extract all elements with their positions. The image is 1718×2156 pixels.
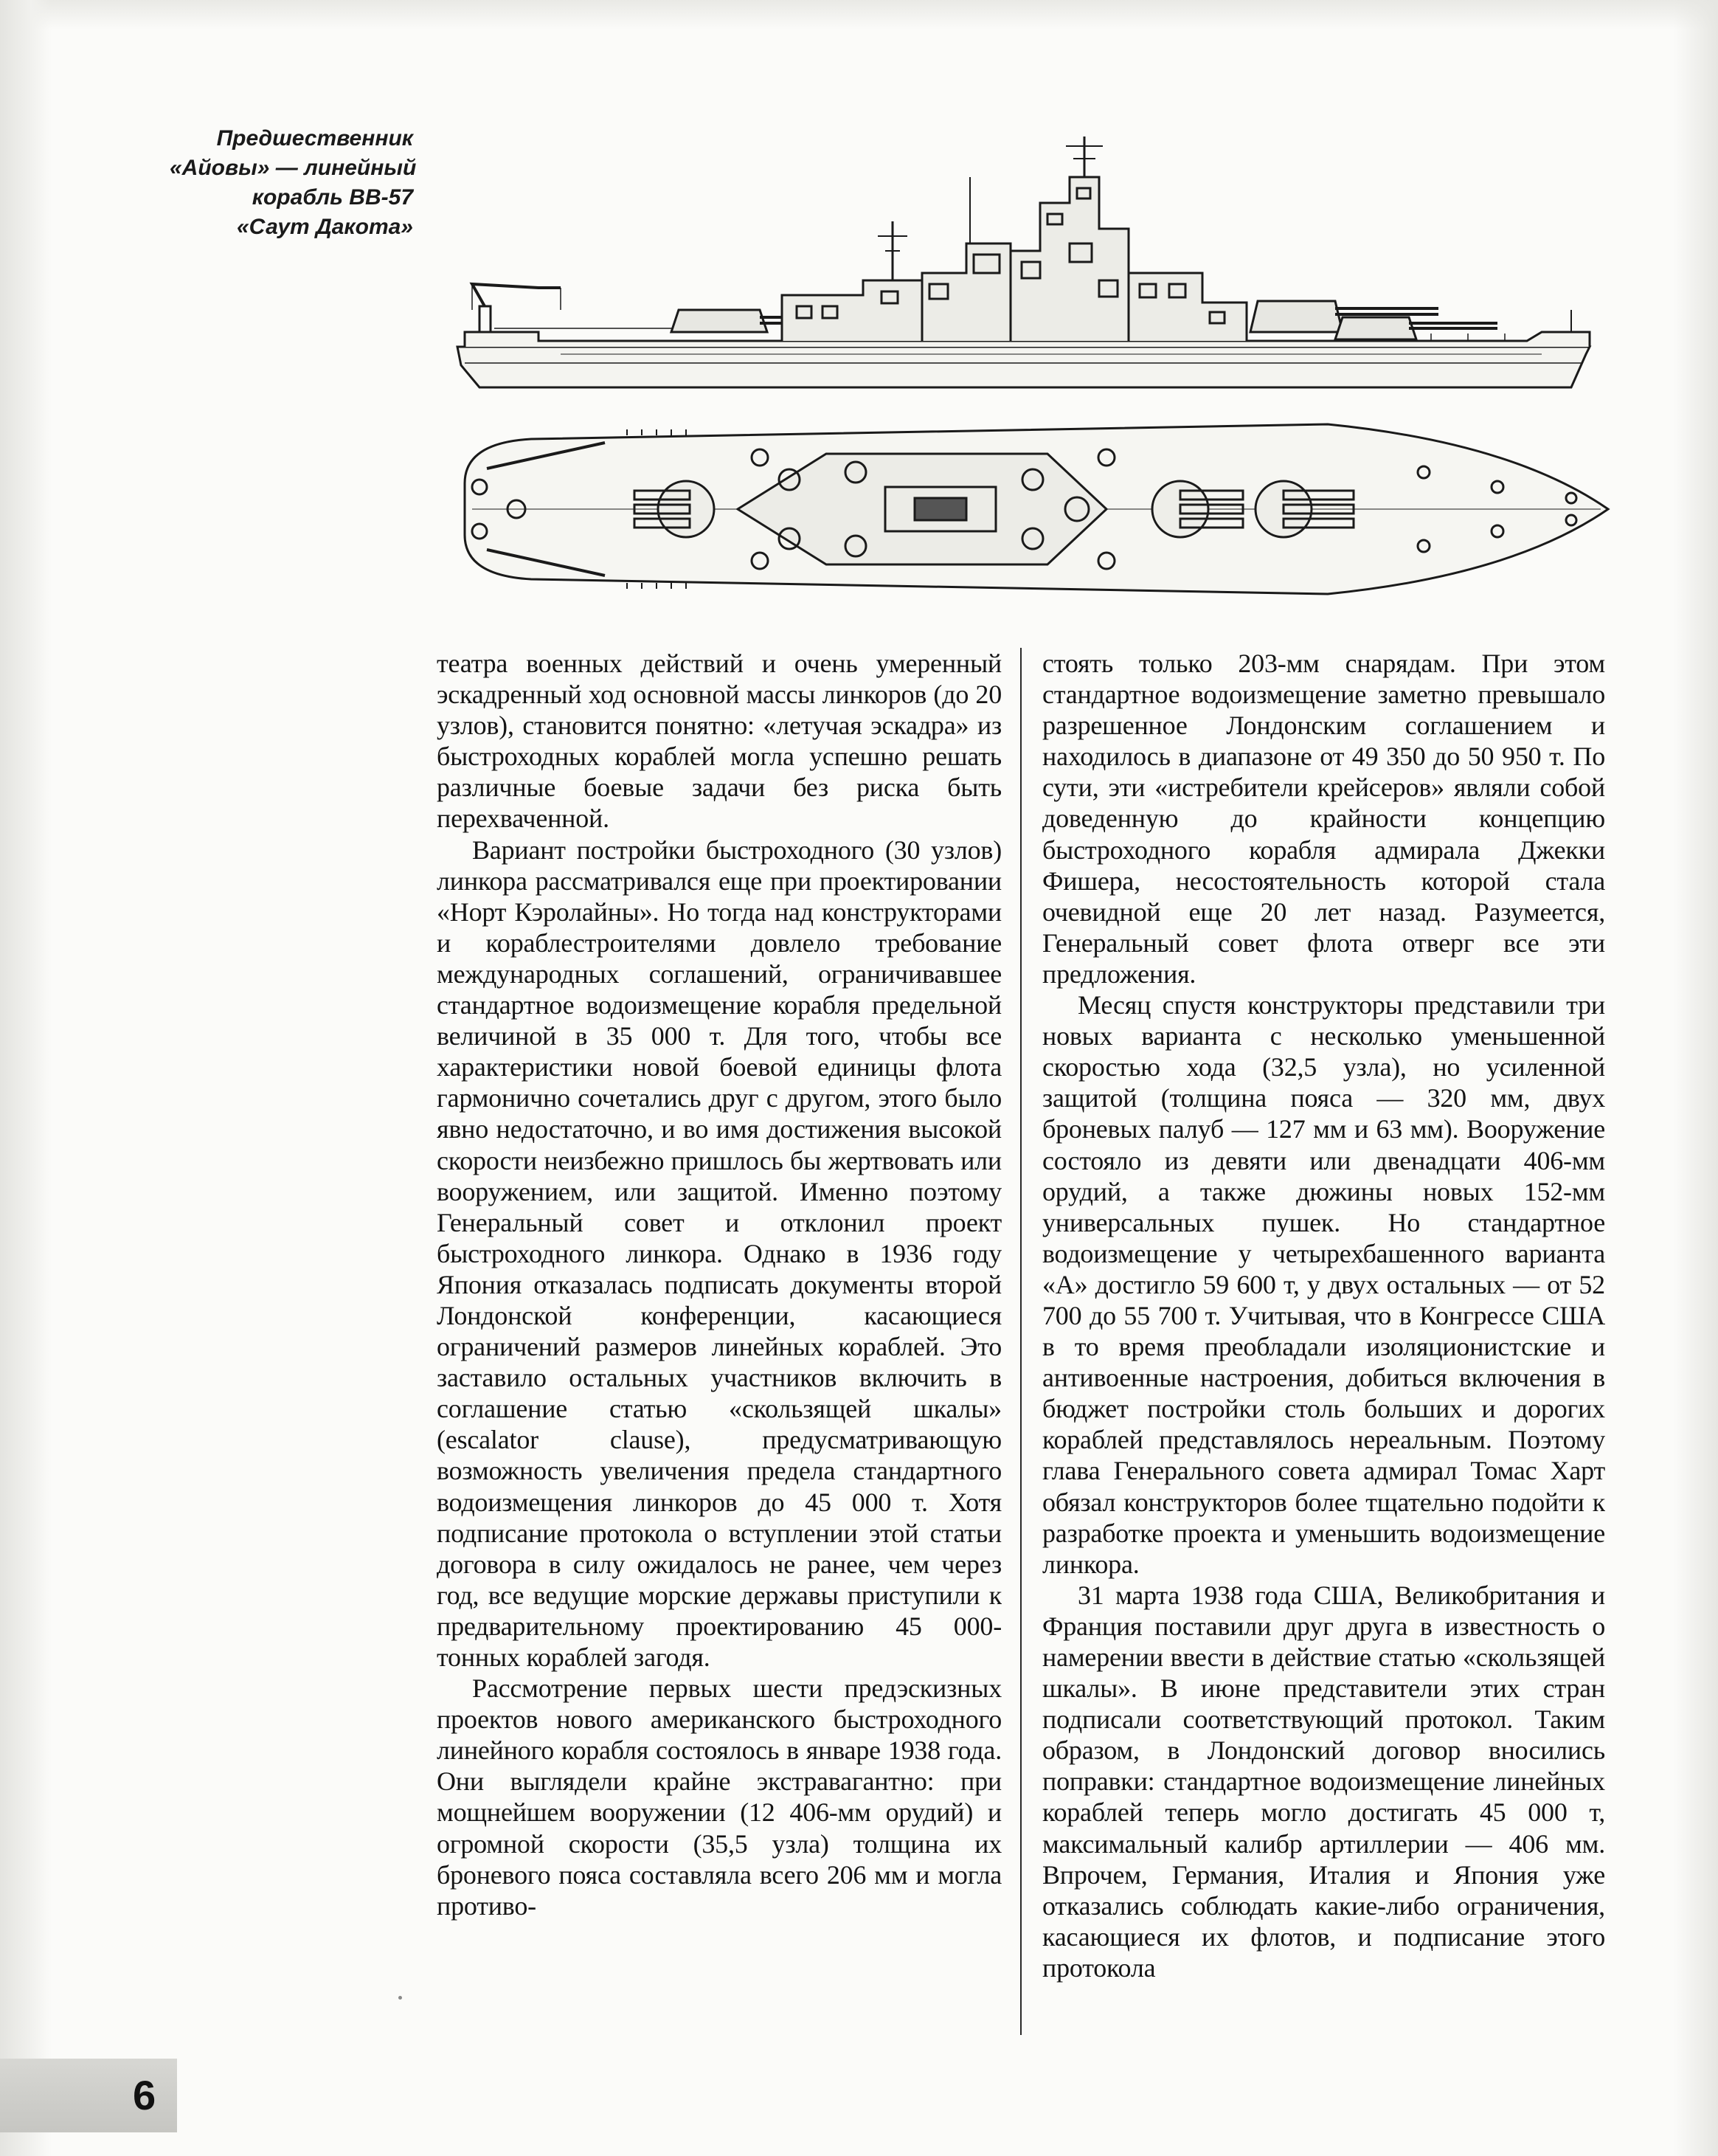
paragraph: 31 марта 1938 года США, Великобритания и Франция поставили друг друга в известность о намерении ввести в действие статью «скользящей шкалы». В июне представители этих стран подписали соответствующий протокол. Таким образом, в Лондонский договор вносились поправки: стандартное водоизмещение линейных кораблей теперь могло достигать 45 000 т, максимальный калибр артиллерии — 406 мм. Впрочем, Германия, Италия и Япония уже отказались соблюдать какие-либо ограничения, касающиеся их флотов, и подписание этого протокола (1042, 1580, 1605, 1983)
caption-line: «Саут Дакота» (236, 215, 413, 239)
paragraph: стоять только 203-мм снарядам. При этом стандартное водоизмещение заметно превышало разрешенное Лондонским соглашением и находилось в диапазоне от 49 350 до 50 950 т. По сути, эти «истребители крейсеров» являли собой доведенную до крайности концепцию быстроходного корабля адмирала Джекки Фишера, несостоятельность которой стала очевидной еще 20 лет назад. Разумеется, Генеральный совет флота отверг все эти предложения. (1042, 649, 1605, 989)
battleship-deck-plan (443, 413, 1615, 609)
print-speck (398, 1996, 402, 2000)
figure-caption (170, 124, 417, 242)
caption-line: Предшественник (216, 126, 413, 151)
page-number: 6 (133, 2072, 156, 2118)
paragraph: Месяц спустя конструкторы представили три новых варианта с несколько уменьшенной скоростью хода (32,5 узла), но усиленной защитой (толщина пояса — 320 мм, двух броневых палуб — 127 мм и 63 мм). Вооружение состояло из девяти или двенадцати 406-мм орудий, а также дюжины новых 152-мм универсальных пушек. Но стандартное водоизмещение у четырехбашенного варианта «А» достигло 59 600 т, у двух остальных — от 52 700 до 55 700 т. Учитывая, что в Конгрессе США в то время преобладали изоляционистские и антивоенные настроения, добиться включения в бюджет постройки столь больших и дорогих кораблей представлялось нереальным. Поэтому глава Генерального совета адмирал Томас Харт обязал конструкторов более тщательно подойти к разработке проекта и уменьшить водоизмещение линкора. (1042, 990, 1605, 1579)
paragraph: театра военных действий и очень умеренный эскадренный ход основной массы линкоров (до 20 узлов), становится понятно: «летучая эскадра» из быстроходных кораблей могла успешно решать различные боевые задачи без риска быть перехваченной. (437, 649, 1002, 834)
page-edge-right (1674, 0, 1718, 2156)
text-column-left (437, 648, 1002, 2035)
battleship-side-profile (450, 133, 1608, 398)
paragraph: Вариант постройки быстроходного (30 узлов) линкора рассматривался еще при проектировании «Норт Кэролайны». Но тогда над конструкторами и кораблестроителями довлело требование международных соглашений, ограничивавшее стандартное водоизмещение корабля предельной величиной в 35 000 т. Для того, чтобы все характеристики новой боевой единицы флота гармонично сочетались друг с другом, этого было явно недостаточно, и во имя достижения высокой скорости неизбежно пришлось бы жертвовать или вооружением, или защитой. Именно поэтому Генеральный совет и отклонил проект быстроходного линкора. Однако в 1936 году Япония отказалась подписать документы второй Лондонской конференции, касающиеся ограничений размеров линейных кораблей. Это заставило остальных участников включить в соглашение статью «скользящей шкалы» (escalator clause), предусматривающую возможность увеличения предела стандартного водоизмещения линкоров до 45 000 т. Хотя подписание протокола о вступлении этой статьи договора в силу ожидалось не ранее, чем через год, все ведущие морские державы приступили к предварительному проектированию 45 000-тонных кораблей загодя. (437, 835, 1002, 1672)
text-column-right (1042, 648, 1605, 2035)
caption-line: «Айовы» — линейный (170, 156, 417, 180)
page-edge-left (0, 0, 52, 2156)
column-divider (1020, 648, 1022, 2035)
paragraph: Рассмотрение первых шести предэскизных проектов нового американского быстроходного линейного корабля состоялось в январе 1938 года. Они выглядели крайне экстравагантно: при мощнейшем вооружении (12 406-мм орудий) и огромной скорости (35,5 узла) толщина их броневого пояса составляла всего 206 мм и могла противо- (437, 1673, 1002, 1921)
page-edge-top (0, 0, 1718, 30)
caption-line: корабль BB-57 (252, 185, 413, 210)
